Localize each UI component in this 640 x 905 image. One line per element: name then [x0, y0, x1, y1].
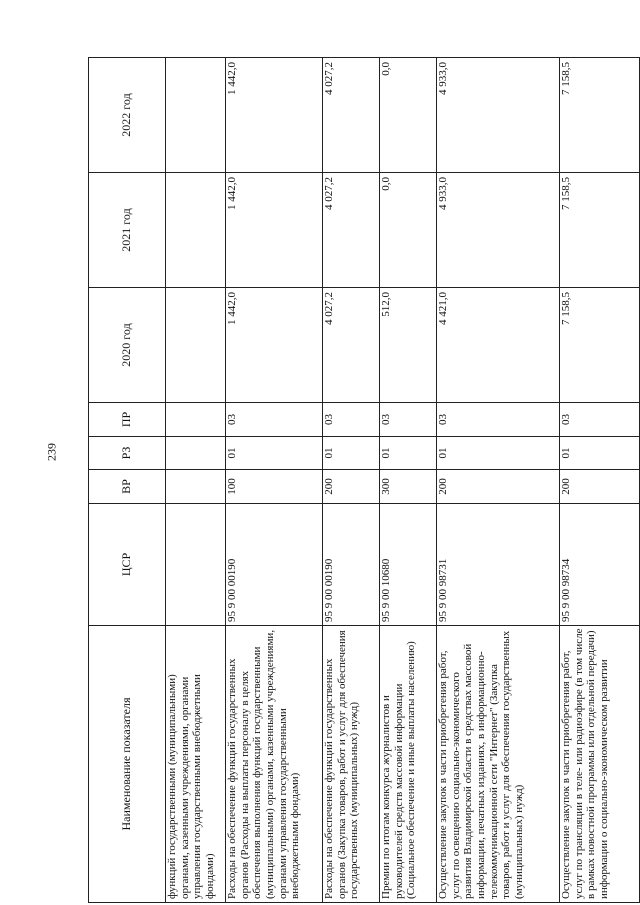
cell-2020: 4 027,2 [323, 288, 380, 403]
cell-2020: 512,0 [380, 288, 437, 403]
table-container [88, 58, 608, 903]
cell-csr: 95 9 00 10680 [380, 504, 437, 626]
cell-name: Премии по итогам конкурса журналистов и руководителей средств массовой информации (Социальное обеспечение и иные выплаты населению) [380, 626, 437, 903]
cell-vr: 200 [437, 470, 560, 504]
cell-rz [166, 437, 226, 470]
header-2020: 2020 год [89, 288, 166, 403]
cell-vr: 200 [323, 470, 380, 504]
table-row [323, 58, 380, 903]
cell-csr: 95 9 00 98734 [560, 504, 640, 626]
cell-rz: 01 [560, 437, 640, 470]
header-rz: РЗ [89, 437, 166, 470]
table-row [380, 58, 437, 903]
cell-2021: 4 027,2 [323, 173, 380, 288]
cell-2021: 1 442,0 [226, 173, 323, 288]
budget-table [88, 57, 640, 903]
cell-name: Расходы на обеспечение функций государственных органов (Расходы на выплаты персоналу в целях обеспечения выполнения функций государственными (муниципальными) органами, казенными учреждениями, органами управления государственными внебюджетными фондами) [226, 626, 323, 903]
header-2022: 2022 год [89, 58, 166, 173]
cell-vr: 200 [560, 470, 640, 504]
cell-rz: 01 [226, 437, 323, 470]
cell-2021: 0,0 [380, 173, 437, 288]
cell-rz: 01 [323, 437, 380, 470]
header-csr: ЦСР [89, 504, 166, 626]
table-row [226, 58, 323, 903]
cell-2020: 1 442,0 [226, 288, 323, 403]
cell-2021: 4 933,0 [437, 173, 560, 288]
cell-pr: 03 [226, 403, 323, 437]
page-number-text: 239 [44, 443, 59, 461]
cell-2022 [166, 58, 226, 173]
cell-rz: 01 [437, 437, 560, 470]
cell-2022: 7 158,5 [560, 58, 640, 173]
cell-2022: 1 442,0 [226, 58, 323, 173]
cell-2022: 0,0 [380, 58, 437, 173]
table-row [166, 58, 226, 903]
header-2021: 2021 год [89, 173, 166, 288]
rotated-table-wrap [88, 58, 608, 903]
cell-vr: 100 [226, 470, 323, 504]
table-header-row [89, 58, 166, 903]
header-name: Наименование показателя [89, 626, 166, 903]
table-row [560, 58, 640, 903]
cell-2020: 7 158,5 [560, 288, 640, 403]
cell-pr: 03 [380, 403, 437, 437]
cell-pr [166, 403, 226, 437]
cell-name: Расходы на обеспечение функций государственных органов (Закупка товаров, работ и услуг для обеспечения государственных (муниципальных) нужд) [323, 626, 380, 903]
cell-2021: 7 158,5 [560, 173, 640, 288]
cell-vr: 300 [380, 470, 437, 504]
cell-2021 [166, 173, 226, 288]
header-pr: ПР [89, 403, 166, 437]
cell-vr [166, 470, 226, 504]
cell-2022: 4 027,2 [323, 58, 380, 173]
cell-csr [166, 504, 226, 626]
cell-2020 [166, 288, 226, 403]
cell-2022: 4 933,0 [437, 58, 560, 173]
cell-pr: 03 [323, 403, 380, 437]
cell-name: Осуществление закупок в части приобретения работ, услуг по освещению социально-экономического развития Владимирской области в средствах массовой информации, печатных изданиях, в информационно-телекоммуникационной сети "Интернет" (Закупка товаров, работ и услуг для обеспечения государственных (муниципальных) нужд) [437, 626, 560, 903]
table-row [437, 58, 560, 903]
header-vr: ВР [89, 470, 166, 504]
cell-rz: 01 [380, 437, 437, 470]
cell-pr: 03 [560, 403, 640, 437]
cell-csr: 95 9 00 98731 [437, 504, 560, 626]
cell-pr: 03 [437, 403, 560, 437]
cell-csr: 95 9 00 00190 [323, 504, 380, 626]
cell-name: Осуществление закупок в части приобретения работ, услуг по трансляции в теле- или радиоэфире (в том числе в рамках новостной программы или отдельной передачи) информации о социально-экономическом развитии [560, 626, 640, 903]
cell-2020: 4 421,0 [437, 288, 560, 403]
cell-csr: 95 9 00 00190 [226, 504, 323, 626]
cell-name: функций государственными (муниципальными) органами, казенными учреждениями, органами управления государственными внебюджетными фондами) [166, 626, 226, 903]
